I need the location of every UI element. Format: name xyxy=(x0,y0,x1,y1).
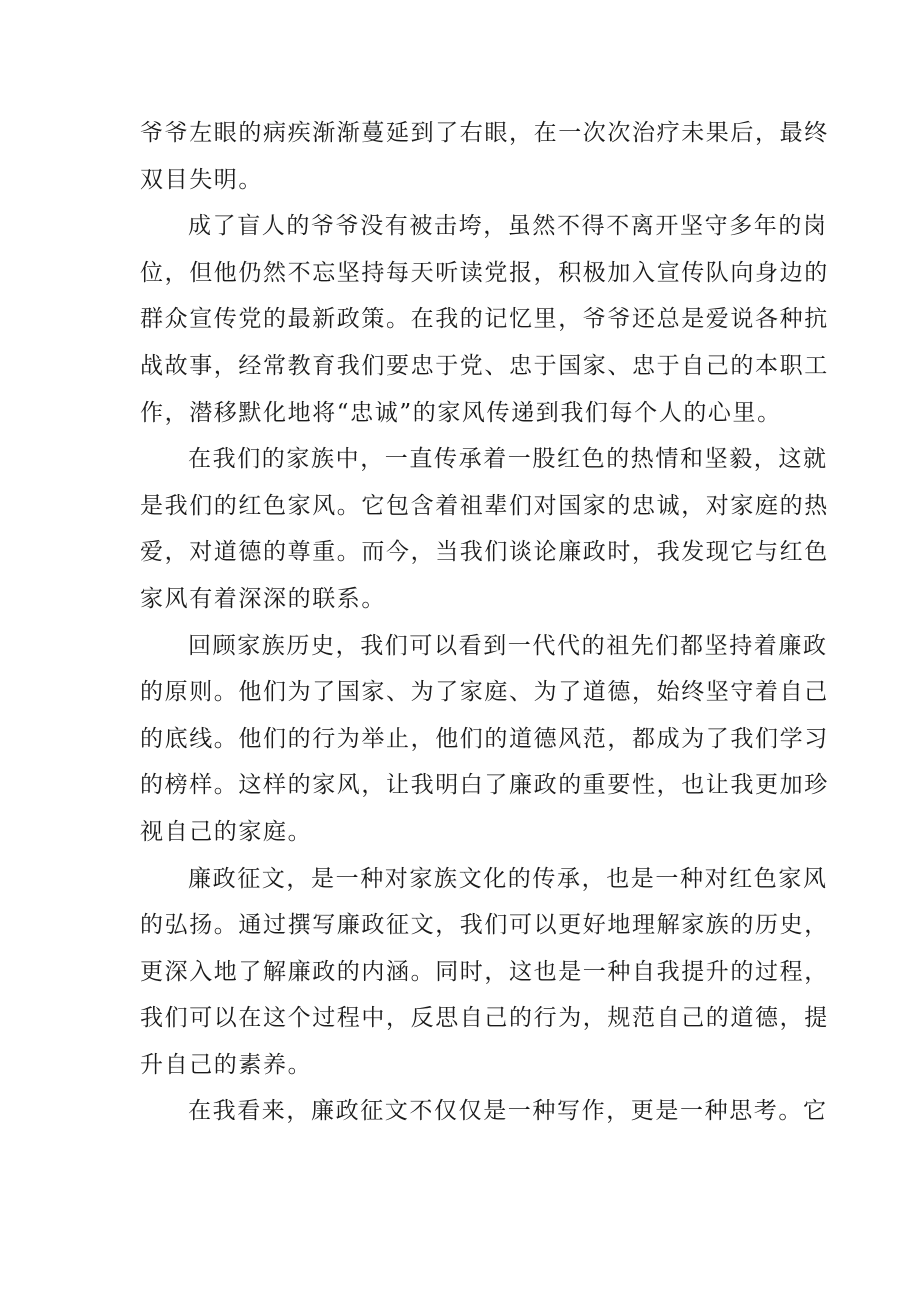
text-line: 战故事，经常教育我们要忠于党、忠于国家、忠于自己的本职工 xyxy=(140,352,829,379)
paragraph-6 xyxy=(140,1088,828,1135)
text-line: 我们可以在这个过程中，反思自己的行为，规范自己的道德，提 xyxy=(140,1005,829,1032)
text-line: 升自己的素养。 xyxy=(140,1051,313,1078)
text-line: 的弘扬。通过撰写廉政征文，我们可以更好地理解家族的历史， xyxy=(140,912,829,939)
text-line: 双目失明。 xyxy=(140,166,263,193)
text-line: 的原则。他们为了国家、为了家庭、为了道德，始终坚守着自己 xyxy=(140,679,829,706)
text-line: 更深入地了解廉政的内涵。同时，这也是一种自我提升的过程， xyxy=(140,958,829,985)
text-line: 群众宣传党的最新政策。在我的记忆里，爷爷还总是爱说各种抗 xyxy=(140,306,829,333)
paragraph-5 xyxy=(140,856,829,1089)
text-line: 的榜样。这样的家风，让我明白了廉政的重要性，也让我更加珍 xyxy=(140,772,829,799)
paragraph-1 xyxy=(140,110,829,203)
text-line: 成了盲人的爷爷没有被击垮，虽然不得不离开坚守多年的岗 xyxy=(188,213,828,240)
text-line: 位，但他仍然不忘坚持每天听读党报，积极加入宣传队向身边的 xyxy=(140,259,829,286)
text-line: 家风有着深深的联系。 xyxy=(140,585,386,612)
paragraph-2 xyxy=(140,203,829,436)
text-line: 的底线。他们的行为举止，他们的道德风范，都成为了我们学习 xyxy=(140,725,829,752)
text-line: 是我们的红色家风。它包含着祖辈们对国家的忠诚，对家庭的热 xyxy=(140,492,829,519)
text-line: 回顾家族历史，我们可以看到一代代的祖先们都坚持着廉政 xyxy=(188,632,828,659)
text-line: 在我看来，廉政征文不仅仅是一种写作，更是一种思考。它 xyxy=(188,1098,828,1125)
document-body xyxy=(140,110,829,1135)
text-line: 视自己的家庭。 xyxy=(140,818,313,845)
paragraph-4 xyxy=(140,623,829,856)
text-line: 在我们的家族中，一直传承着一股红色的热情和坚毅，这就 xyxy=(188,446,828,473)
text-line: 爱，对道德的尊重。而今，当我们谈论廉政时，我发现它与红色 xyxy=(140,539,829,566)
text-line: 作，潜移默化地将“忠诚”的家风传递到我们每个人的心里。 xyxy=(140,399,782,426)
text-line: 廉政征文，是一种对家族文化的传承，也是一种对红色家风 xyxy=(188,865,828,892)
paragraph-3 xyxy=(140,436,829,622)
text-line: 爷爷左眼的病疾渐渐蔓延到了右眼，在一次次治疗未果后，最终 xyxy=(140,120,829,146)
